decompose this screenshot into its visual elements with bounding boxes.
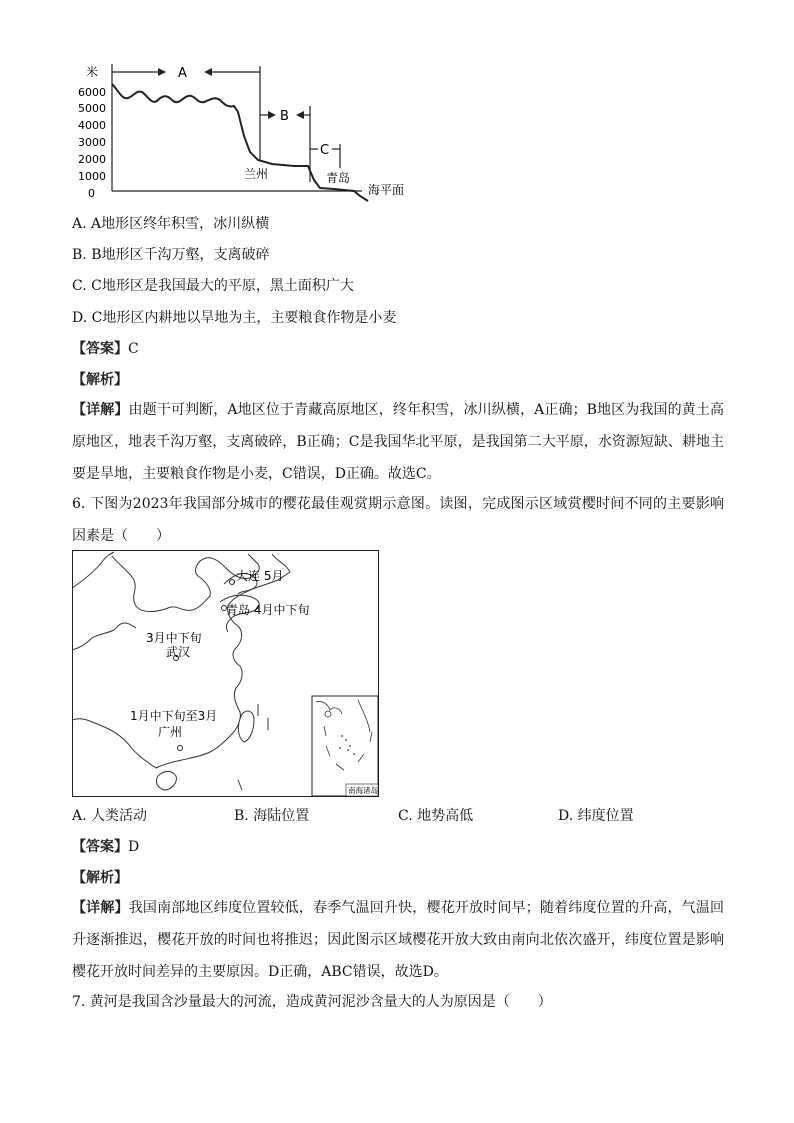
y-tick-6000: 6000 <box>78 86 106 99</box>
terrain-profile-chart <box>72 56 422 206</box>
inset-island-1 <box>325 711 331 717</box>
label-qingdao: 青岛 4月中下旬 <box>226 603 310 617</box>
y-tick-5000: 5000 <box>78 102 106 115</box>
q5-detail <box>72 394 724 490</box>
q5-option-c: C. C地形区是我国最大的平原，黑土面积广大 <box>72 278 354 294</box>
region-b-label: B <box>280 109 289 124</box>
q5-option-a: A. A地形区终年积雪，冰川纵横 <box>72 216 270 232</box>
region-a-label: A <box>178 66 187 81</box>
q6-option-a: A. 人类活动 <box>72 808 148 824</box>
label-guangzhou-time: 1月中下旬至3月 <box>130 709 218 723</box>
region-a-arrowhead-right <box>158 68 166 76</box>
y-tick-4000: 4000 <box>78 119 106 132</box>
city-qingdao-label: 青岛 <box>326 171 351 185</box>
region-a-arrowhead-left <box>204 68 212 76</box>
y-tick-3000: 3000 <box>78 136 106 149</box>
q6-stem: 6. 下图为2023年我国部分城市的樱花最佳观赏期示意图。读图，完成图示区域赏樱时间不同的主要影响因素是（ ） <box>72 496 724 544</box>
q5-detail-text: 由题干可判断，A地区位于青藏高原地区，终年积雪，冰川纵横，A正确；B地区为我国的黄土高原地区，地表千沟万壑，支离破碎，B正确；C是我国华北平原，是我国第二大平原，水资源短缺、耕地主要是旱地，主要粮食作物是小麦，C错误，D正确。故选C。 <box>72 402 725 482</box>
label-guangzhou: 广州 <box>158 725 183 739</box>
label-wuhan-time: 3月中下旬 <box>146 631 202 645</box>
y-tick-2000: 2000 <box>78 153 106 166</box>
q6-option-c: C. 地势高低 <box>398 808 474 824</box>
inset-label: 南海诸岛 <box>348 786 378 795</box>
region-c-label: C <box>320 143 330 158</box>
inset-frame <box>312 696 378 796</box>
q5-answer-value: C <box>128 341 139 357</box>
y-tick-1000: 1000 <box>78 170 106 183</box>
sakura-map <box>72 550 380 798</box>
q5-answer <box>72 339 139 359</box>
q6-answer <box>72 837 139 857</box>
q7-stem: 7. 黄河是我国含沙量最大的河流，造成黄河泥沙含量大的人为原因是（ ） <box>72 994 552 1010</box>
sea-level-label: 海平面 <box>368 183 405 197</box>
city-lanzhou-label: 兰州 <box>244 167 269 181</box>
q5-detail-tag: 【详解】 <box>72 402 129 418</box>
q6-option-b: B. 海陆位置 <box>234 808 310 824</box>
y-unit-label: 米 <box>86 65 99 79</box>
q5-option-d: D. C地形区内耕地以旱地为主，主要粮食作物是小麦 <box>72 310 397 326</box>
q6-detail-tag: 【详解】 <box>72 900 129 916</box>
dalian-dot <box>230 580 235 585</box>
q6-detail-text: 我国南部地区纬度位置较低，春季气温回升快，樱花开放时间早；随着纬度位置的升高，气温回升逐渐推迟，樱花开放的时间也将推迟；因此图示区域樱花开放大致由南向北依次盛开，纬度位置是影响樱花开放时间差异的主要原因。D正确，ABC错误，故选D。 <box>72 900 725 980</box>
guangzhou-dot <box>178 746 183 751</box>
q5-option-b: B. B地形区千沟万壑，支离破碎 <box>72 247 270 263</box>
q6-answer-tag: 【答案】 <box>72 839 128 855</box>
q5-answer-tag: 【答案】 <box>72 341 128 357</box>
q6-analysis-tag: 【解析】 <box>72 870 128 886</box>
q5-analysis-tag: 【解析】 <box>72 372 128 388</box>
y-tick-0: 0 <box>88 187 95 200</box>
q6-option-d: D. 纬度位置 <box>558 808 634 824</box>
label-dalian: 大连 5月 <box>236 569 284 583</box>
q6-detail <box>72 892 724 988</box>
q6-answer-value: D <box>128 839 140 855</box>
label-wuhan: 武汉 <box>166 645 191 659</box>
